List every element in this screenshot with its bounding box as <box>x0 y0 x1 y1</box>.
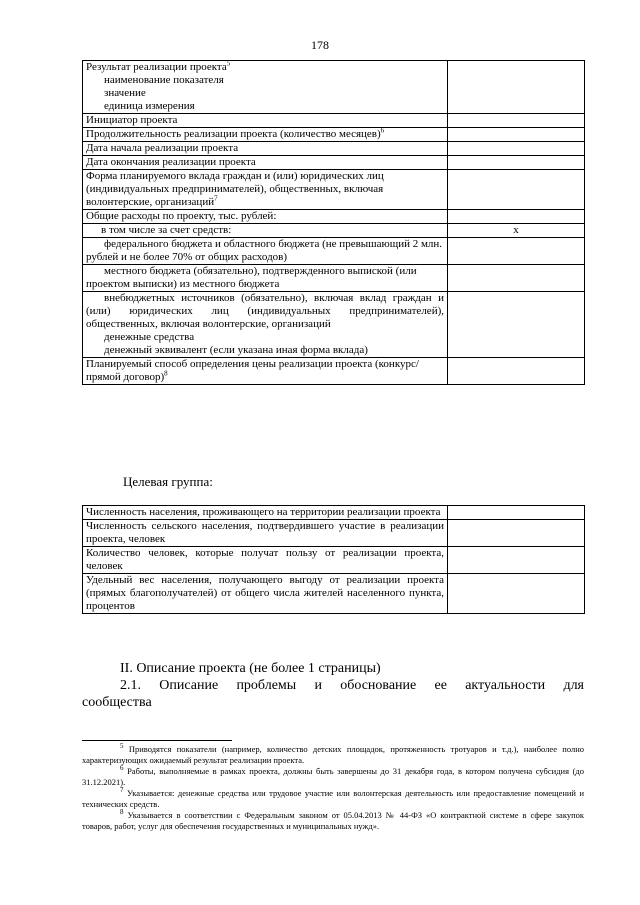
row-sublabel: денежные средства <box>104 331 195 343</box>
row-label: внебюджетных источников (обязательно), включая вклад граждан и (или) юридических лиц (индивидуальных предпринимателей), общественных, включая волонтерские, организаций <box>86 292 444 330</box>
row-sublabel: единица измерения <box>104 100 195 112</box>
value-cell[interactable] <box>448 358 585 385</box>
value-cell[interactable] <box>448 506 585 520</box>
footnote-text: Приводятся показатели (например, количество детских площадок, протяженность тротуаров и т.д.), наиболее полно характеризующих ожидаемый результат реализации проекта. <box>82 744 584 765</box>
table-row <box>83 292 585 358</box>
table-row <box>83 358 585 385</box>
table-row <box>83 224 585 238</box>
footnote <box>82 766 584 788</box>
table-cell <box>83 265 448 292</box>
footnote-ref: 8 <box>164 369 168 378</box>
footnote-ref: 5 <box>226 59 231 68</box>
footnotes <box>82 744 584 832</box>
footnote-ref: 6 <box>380 126 385 135</box>
table-row <box>83 265 585 292</box>
row-sublabel: значение <box>104 87 146 99</box>
subsection-title-cont: сообщества <box>82 695 152 710</box>
footnote-text: Работы, выполняемые в рамках проекта, должны быть завершены до 31 декабря года, в котором получена субсидия (до 31.12.2021). <box>82 766 584 787</box>
row-label: Планируемый способ определения цены реализации проекта (конкурс/ прямой договор) <box>86 358 419 383</box>
footnote <box>82 788 584 810</box>
value-cell[interactable] <box>448 61 585 114</box>
row-label: в том числе за счет средств: <box>83 224 448 238</box>
value-cell[interactable] <box>448 128 585 142</box>
value-cell[interactable] <box>448 547 585 574</box>
value-cell[interactable] <box>448 265 585 292</box>
table-row <box>83 170 585 210</box>
page-number: 178 <box>311 38 329 52</box>
table-row <box>83 156 585 170</box>
row-label: Дата начала реализации проекта <box>83 142 448 156</box>
table-cell <box>83 61 448 114</box>
row-label: Численность сельского населения, подтвердившего участие в реализации проекта, человек <box>83 520 448 547</box>
section-title: II. Описание проекта (не более 1 страницы) <box>120 661 381 676</box>
row-label: Удельный вес населения, получающего выгоду от реализации проекта (прямых благополучателей) от общего числа жителей населенного пункта, процентов <box>83 574 448 614</box>
footnote-number: 8 <box>120 808 124 817</box>
subsection-title: 2.1. Описание проблемы и обоснование ее актуальности для <box>120 678 584 693</box>
target-group-table <box>82 505 585 614</box>
value-cell[interactable] <box>448 520 585 547</box>
footnote-text: Указывается: денежные средства или трудовое участие или волонтерская деятельность или предоставление помещений и технических средств. <box>82 788 585 809</box>
footnote-number: 5 <box>120 742 124 751</box>
table-cell <box>83 170 448 210</box>
project-table <box>82 60 585 385</box>
table-row <box>83 210 585 224</box>
table-row <box>83 520 585 547</box>
footnote-ref: 7 <box>214 194 218 203</box>
table-cell <box>83 128 448 142</box>
value-cell[interactable] <box>448 156 585 170</box>
table-row <box>83 114 585 128</box>
value-cell[interactable] <box>448 170 585 210</box>
row-label: Инициатор проекта <box>83 114 448 128</box>
value-cell: х <box>448 224 585 238</box>
row-label: Численность населения, проживающего на территории реализации проекта <box>83 506 448 520</box>
row-sublabel: денежный эквивалент (если указана иная форма вклада) <box>104 344 368 356</box>
table-row <box>83 574 585 614</box>
value-cell[interactable] <box>448 210 585 224</box>
row-label: Форма планируемого вклада граждан и (или) юридических лиц (индивидуальных предпринимателей), общественных, включая волонтерские, организаций <box>86 170 384 208</box>
row-label: Общие расходы по проекту, тыс. рублей: <box>83 210 448 224</box>
value-cell[interactable] <box>448 238 585 265</box>
table-cell <box>83 292 448 358</box>
footnote-divider <box>82 740 232 741</box>
row-label: Результат реализации проекта <box>86 61 227 73</box>
row-label: Дата окончания реализации проекта <box>83 156 448 170</box>
footnote <box>82 810 584 832</box>
row-label: местного бюджета (обязательно), подтвержденного выпиской (или проектом выписки) из местного бюджета <box>86 265 417 290</box>
table-row <box>83 128 585 142</box>
table-row <box>83 142 585 156</box>
value-cell[interactable] <box>448 292 585 358</box>
target-group-heading: Целевая группа: <box>123 474 213 489</box>
table-cell <box>83 238 448 265</box>
row-label: федерального бюджета и областного бюджета (не превышающий 2 млн. рублей и не более 70% от общих расходов) <box>86 238 443 263</box>
footnote-text: Указывается в соответствии с Федеральным законом от 05.04.2013 № 44-ФЗ «О контрактной системе в сфере закупок товаров, работ, услуг для обеспечения государственных и муниципальных нужд». <box>82 810 585 831</box>
table-row <box>83 547 585 574</box>
section-2 <box>82 660 584 711</box>
footnote-number: 7 <box>120 786 124 795</box>
table-row <box>83 506 585 520</box>
row-label: Количество человек, которые получат пользу от реализации проекта, человек <box>83 547 448 574</box>
table-row <box>83 238 585 265</box>
value-cell[interactable] <box>448 574 585 614</box>
row-sublabel: наименование показателя <box>104 74 224 86</box>
value-cell[interactable] <box>448 142 585 156</box>
row-label: Продолжительность реализации проекта (количество месяцев) <box>86 128 381 140</box>
footnote-number: 6 <box>120 764 124 773</box>
value-cell[interactable] <box>448 114 585 128</box>
table-row <box>83 61 585 114</box>
footnote <box>82 744 584 766</box>
table-cell <box>83 358 448 385</box>
